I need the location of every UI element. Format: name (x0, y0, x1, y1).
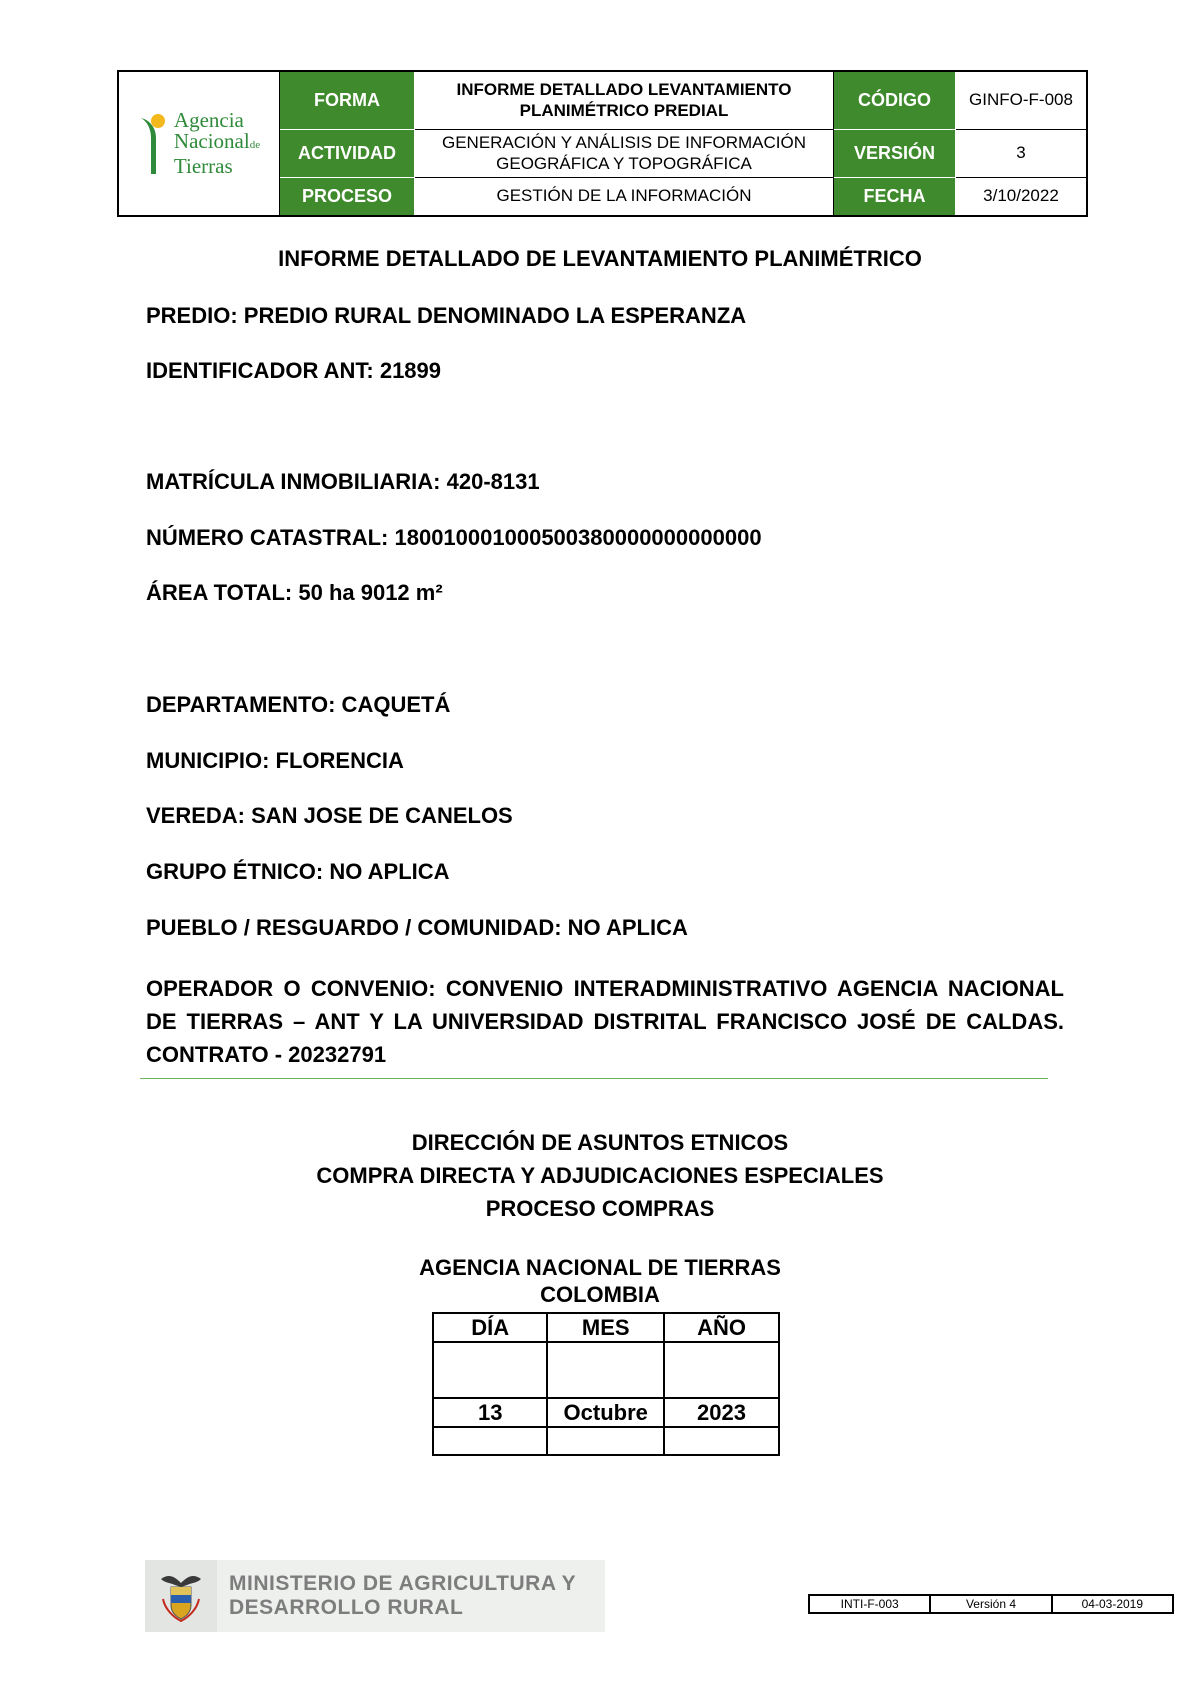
forma-value: INFORME DETALLADO LEVANTAMIENTO PLANIMÉTRICO PREDIAL (415, 72, 834, 130)
direction-block (0, 1126, 1200, 1225)
identificador-field: IDENTIFICADOR ANT: 21899 (146, 358, 442, 383)
matricula-field: MATRÍCULA INMOBILIARIA: 420-8131 (146, 469, 540, 494)
ministry-line-2: DESARROLLO RURAL (229, 1596, 464, 1619)
date-empty-cell (547, 1427, 664, 1455)
date-empty-cell (664, 1342, 779, 1398)
ministry-line-1: MINISTERIO DE AGRICULTURA Y (229, 1572, 577, 1595)
date-year-value: 2023 (664, 1398, 779, 1427)
proceso-value: GESTIÓN DE LA INFORMACIÓN (415, 178, 834, 215)
date-header-month: MES (547, 1313, 664, 1342)
fecha-label: FECHA (834, 178, 956, 215)
date-empty-cell (433, 1342, 547, 1398)
grupo-etnico-field: GRUPO ÉTNICO: NO APLICA (146, 859, 450, 884)
municipio-field: MUNICIPIO: FLORENCIA (146, 748, 404, 773)
logo-line-3: Tierras (173, 154, 233, 178)
version-label: VERSIÓN (834, 130, 956, 178)
predio-field: PREDIO: PREDIO RURAL DENOMINADO LA ESPERANZA (146, 303, 747, 328)
date-header-year: AÑO (664, 1313, 779, 1342)
version-value: 3 (956, 130, 1086, 178)
agency-line-2: COLOMBIA (540, 1282, 660, 1307)
date-month-value: Octubre (547, 1398, 664, 1427)
pueblo-field: PUEBLO / RESGUARDO / COMUNIDAD: NO APLICA (146, 915, 688, 940)
departamento-field: DEPARTAMENTO: CAQUETÁ (146, 692, 451, 717)
direction-line-1: DIRECCIÓN DE ASUNTOS ETNICOS (411, 1130, 789, 1155)
section-divider (140, 1078, 1048, 1079)
logo-line-2: Nacional (173, 129, 250, 153)
numero-catastral-field: NÚMERO CATASTRAL: 180010001000500380000000000000 (146, 525, 762, 550)
agency-block (0, 1254, 1200, 1308)
form-code: INTI-F-003 (810, 1596, 931, 1612)
date-header-day: DÍA (433, 1313, 547, 1342)
date-day-value: 13 (433, 1398, 547, 1427)
proceso-label: PROCESO (280, 178, 415, 215)
direction-line-3: PROCESO COMPRAS (485, 1196, 715, 1221)
date-empty-cell (547, 1342, 664, 1398)
vereda-field: VEREDA: SAN JOSE DE CANELOS (146, 803, 513, 828)
forma-label: FORMA (280, 72, 415, 130)
colombia-coat-of-arms-icon (145, 1560, 217, 1632)
direction-line-2: COMPRA DIRECTA Y ADJUDICACIONES ESPECIALES (316, 1163, 884, 1188)
agency-line-1: AGENCIA NACIONAL DE TIERRAS (419, 1255, 781, 1280)
area-total-field: ÁREA TOTAL: 50 ha 9012 m² (146, 580, 443, 605)
codigo-label: CÓDIGO (834, 72, 956, 130)
logo-line-1: Agencia (173, 108, 244, 132)
ministry-footer (145, 1560, 605, 1632)
actividad-value: GENERACIÓN Y ANÁLISIS DE INFORMACIÓN GEOGRÁFICA Y TOPOGRÁFICA (415, 130, 834, 178)
form-date: 04-03-2019 (1081, 1597, 1144, 1611)
agency-logo (138, 110, 260, 177)
agency-logo-icon (138, 112, 168, 176)
agency-logo-cell (119, 72, 280, 215)
codigo-value: GINFO-F-008 (956, 72, 1086, 130)
date-empty-cell (433, 1427, 547, 1455)
document-title: INFORME DETALLADO DE LEVANTAMIENTO PLANIMÉTRICO (278, 246, 922, 271)
form-version: Versión 4 (931, 1596, 1052, 1612)
header-table (117, 70, 1088, 217)
actividad-label: ACTIVIDAD (280, 130, 415, 178)
fecha-value: 3/10/2022 (983, 186, 1059, 206)
form-code-box (808, 1594, 1174, 1614)
operador-field: OPERADOR O CONVENIO: CONVENIO INTERADMINISTRATIVO AGENCIA NACIONAL DE TIERRAS – ANT Y LA UNIVERSIDAD DISTRITAL FRANCISCO JOSÉ DE CALDAS. CONTRATO - 20232791 (146, 976, 1064, 1067)
date-table (432, 1312, 780, 1456)
date-empty-cell (664, 1427, 779, 1455)
logo-line-2-suffix: de (249, 139, 261, 151)
